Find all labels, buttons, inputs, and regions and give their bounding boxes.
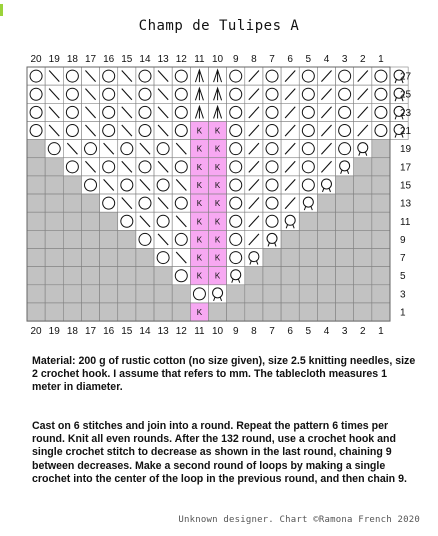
- chart-cell: [136, 249, 154, 267]
- chart-cell: [299, 267, 317, 285]
- row-number: 3: [400, 289, 406, 301]
- chart-cell: [354, 230, 372, 248]
- chart-cell: [354, 285, 372, 303]
- chart-cell: [27, 230, 45, 248]
- k-symbol: K: [196, 253, 203, 263]
- chart-cell: [45, 194, 63, 212]
- chart-cell: [263, 285, 281, 303]
- chart-cell: [317, 194, 335, 212]
- chart-cell: [354, 212, 372, 230]
- chart-cell: [281, 230, 299, 248]
- chart-cell: [136, 285, 154, 303]
- row-number: 17: [400, 162, 412, 174]
- column-number-bottom: 8: [251, 326, 257, 338]
- chart-cell: [372, 230, 390, 248]
- chart-cell: [63, 230, 81, 248]
- k-symbol: K: [196, 162, 203, 172]
- chart-cell: [27, 267, 45, 285]
- chart-cell: [336, 230, 354, 248]
- column-number-top: 4: [323, 54, 330, 65]
- row-number: 21: [400, 126, 412, 138]
- row-number: 11: [400, 216, 411, 228]
- chart-cell: [63, 194, 81, 212]
- column-number-top: 9: [232, 54, 239, 65]
- chart-cell: [118, 249, 136, 267]
- k-symbol: K: [214, 253, 221, 263]
- chart-cell: [81, 285, 99, 303]
- chart-cell: [317, 249, 335, 267]
- chart-cell: [154, 303, 172, 321]
- chart-cell: [317, 267, 335, 285]
- chart-cell: [27, 176, 45, 194]
- column-number-top: 17: [84, 54, 97, 65]
- column-number-top: 6: [287, 54, 293, 65]
- chart-cell: [354, 176, 372, 194]
- chart-cell: [245, 285, 263, 303]
- row-number: 13: [400, 198, 412, 210]
- chart-cell: [317, 285, 335, 303]
- chart-cell: [299, 249, 317, 267]
- chart-cell: [263, 249, 281, 267]
- k-symbol: K: [214, 144, 221, 154]
- chart-cell: [372, 194, 390, 212]
- column-number-top: 18: [66, 54, 78, 65]
- chart-cell: [27, 158, 45, 176]
- chart-cell: [372, 267, 390, 285]
- column-number-top: 3: [341, 54, 348, 65]
- chart-cell: [336, 194, 354, 212]
- chart-cell: [154, 285, 172, 303]
- chart-cell: [354, 194, 372, 212]
- chart-cell: [100, 303, 118, 321]
- column-number-bottom: 3: [341, 326, 348, 338]
- chart-cell: [136, 267, 154, 285]
- chart-cell: [299, 212, 317, 230]
- chart-cell: [27, 285, 45, 303]
- k-symbol: K: [214, 180, 221, 190]
- k-symbol: K: [214, 162, 221, 172]
- chart-cell: [372, 303, 390, 321]
- chart-cell: [118, 267, 136, 285]
- column-number-top: 8: [251, 54, 257, 65]
- column-number-bottom: 16: [103, 326, 115, 338]
- column-number-top: 12: [175, 54, 187, 65]
- column-number-bottom: 12: [175, 326, 187, 338]
- row-number: 23: [400, 107, 412, 119]
- column-number-top: 13: [157, 54, 169, 65]
- k-symbol: K: [196, 199, 203, 209]
- chart-cell: [172, 285, 190, 303]
- chart-cell: [372, 176, 390, 194]
- chart-cell: [245, 303, 263, 321]
- chart-cell: [27, 303, 45, 321]
- k-symbol: K: [196, 217, 203, 227]
- chart-title: Champ de Tulipes A: [138, 18, 300, 34]
- k-symbol: K: [214, 235, 221, 245]
- column-number-bottom: 5: [305, 326, 312, 338]
- chart-cell: [354, 267, 372, 285]
- chart-cell: [227, 303, 245, 321]
- chart-cell: [281, 285, 299, 303]
- chart-cell: [81, 194, 99, 212]
- chart-cell: [336, 249, 354, 267]
- chart-cell: [63, 212, 81, 230]
- chart-cell: [27, 212, 45, 230]
- chart-cell: [63, 249, 81, 267]
- chart-cell: [45, 303, 63, 321]
- k-symbol: K: [196, 235, 203, 245]
- column-number-top: 15: [121, 54, 133, 65]
- chart-cell: [118, 285, 136, 303]
- materials-paragraph: [32, 355, 416, 395]
- column-number-bottom: 2: [359, 326, 366, 338]
- chart-cell: [372, 158, 390, 176]
- chart-cell: [299, 230, 317, 248]
- column-number-top: 20: [30, 54, 42, 65]
- chart-cell: [136, 303, 154, 321]
- chart-cell: [81, 267, 99, 285]
- k-symbol: K: [196, 126, 203, 136]
- column-number-top: 10: [212, 54, 224, 65]
- chart-cell: [354, 249, 372, 267]
- chart-cell: [336, 212, 354, 230]
- row-number: 27: [400, 71, 412, 83]
- credit-line: Unknown designer. Chart ©Ramona French 2020: [178, 515, 420, 525]
- chart-cell: [27, 194, 45, 212]
- column-number-top: 1: [378, 54, 384, 65]
- row-number: 5: [400, 271, 406, 283]
- row-number: 25: [400, 89, 412, 101]
- chart-cell: [45, 285, 63, 303]
- chart-cell: [245, 267, 263, 285]
- chart-cell: [100, 249, 118, 267]
- chart-cell: [317, 230, 335, 248]
- column-number-bottom: 13: [157, 326, 169, 338]
- chart-cell: [281, 303, 299, 321]
- chart-cell: [45, 176, 63, 194]
- instructions-paragraph: [32, 420, 416, 486]
- chart-cell: [336, 267, 354, 285]
- chart-cell: [63, 285, 81, 303]
- chart-cell: [118, 303, 136, 321]
- column-number-bottom: 9: [232, 326, 239, 338]
- chart-cell: [336, 176, 354, 194]
- column-number-top: 16: [103, 54, 115, 65]
- chart-cell: [281, 267, 299, 285]
- chart-cell: [336, 285, 354, 303]
- k-symbol: K: [214, 126, 221, 136]
- chart-cell: [118, 230, 136, 248]
- chart-cell: [209, 303, 227, 321]
- chart-cell: [263, 267, 281, 285]
- chart-cell: [100, 230, 118, 248]
- k-symbol: K: [196, 308, 203, 318]
- chart-cell: [263, 303, 281, 321]
- instructions-text: Cast on 6 stitches and join into a round. Repeat the pattern 6 times per round. Knit all even rounds. After the 132 round, use a crochet hook and single crochet stitch to decrease as shown in the last round, chaining 9 between decreases. Make a second round of loops by making a single crochet into the center of the loop in the previous round, and then chain 9.: [32, 420, 407, 485]
- k-symbol: K: [196, 144, 203, 154]
- chart-cell: [227, 285, 245, 303]
- chart-cell: [372, 249, 390, 267]
- column-number-bottom: 11: [194, 326, 205, 338]
- k-symbol: K: [214, 217, 221, 227]
- chart-cell: [317, 212, 335, 230]
- chart-cell: [154, 267, 172, 285]
- column-number-top: 19: [48, 54, 60, 65]
- chart-cell: [27, 140, 45, 158]
- chart-cell: [372, 212, 390, 230]
- row-number: 9: [400, 234, 406, 246]
- column-number-bottom: 15: [121, 326, 133, 338]
- chart-cell: [317, 303, 335, 321]
- column-number-bottom: 17: [84, 326, 97, 338]
- chart-cell: [372, 285, 390, 303]
- chart-cell: [354, 303, 372, 321]
- chart-cell: [354, 158, 372, 176]
- chart-cell: [63, 267, 81, 285]
- chart-cell: [63, 303, 81, 321]
- chart-cell: [299, 303, 317, 321]
- column-number-top: 11: [194, 54, 205, 65]
- chart-cell: [81, 303, 99, 321]
- k-symbol: K: [196, 271, 203, 281]
- column-number-bottom: 10: [212, 326, 224, 338]
- chart-cell: [45, 158, 63, 176]
- chart-cell: [45, 249, 63, 267]
- chart-cell: [81, 212, 99, 230]
- row-number: 15: [400, 180, 412, 192]
- column-number-top: 2: [359, 54, 366, 65]
- chart-cell: [299, 285, 317, 303]
- chart-cell: [45, 267, 63, 285]
- chart-cell: [27, 249, 45, 267]
- column-number-bottom: 4: [323, 326, 330, 338]
- row-number: 19: [400, 144, 412, 156]
- column-number-bottom: 1: [378, 326, 384, 338]
- column-number-bottom: 6: [287, 326, 293, 338]
- chart-cell: [45, 212, 63, 230]
- row-number: 7: [400, 253, 406, 265]
- k-symbol: K: [214, 199, 221, 209]
- column-number-top: 5: [305, 54, 312, 65]
- chart-cell: [281, 249, 299, 267]
- chart-cell: [336, 303, 354, 321]
- column-number-bottom: 14: [139, 326, 151, 338]
- chart-cell: [172, 303, 190, 321]
- row-number: 1: [400, 307, 406, 319]
- chart-cell: [100, 212, 118, 230]
- column-number-bottom: 20: [30, 326, 42, 338]
- chart-cell: [81, 249, 99, 267]
- column-number-bottom: 7: [269, 326, 275, 338]
- chart-cell: [81, 230, 99, 248]
- column-number-bottom: 18: [66, 326, 78, 338]
- column-number-top: 14: [139, 54, 151, 65]
- k-symbol: K: [214, 271, 221, 281]
- chart-cell: [63, 176, 81, 194]
- column-number-bottom: 19: [48, 326, 60, 338]
- chart-cell: [372, 140, 390, 158]
- materials-text: Material: 200 g of rustic cotton (no size given), size 2.5 knitting needles, size 2 crochet hook. I assume that refers to mm. The tablecloth measures 1 meter in diameter.: [32, 355, 416, 394]
- k-symbol: K: [196, 180, 203, 190]
- chart-cell: [45, 230, 63, 248]
- column-number-top: 7: [269, 54, 275, 65]
- chart-cell: [100, 285, 118, 303]
- chart-cell: [100, 267, 118, 285]
